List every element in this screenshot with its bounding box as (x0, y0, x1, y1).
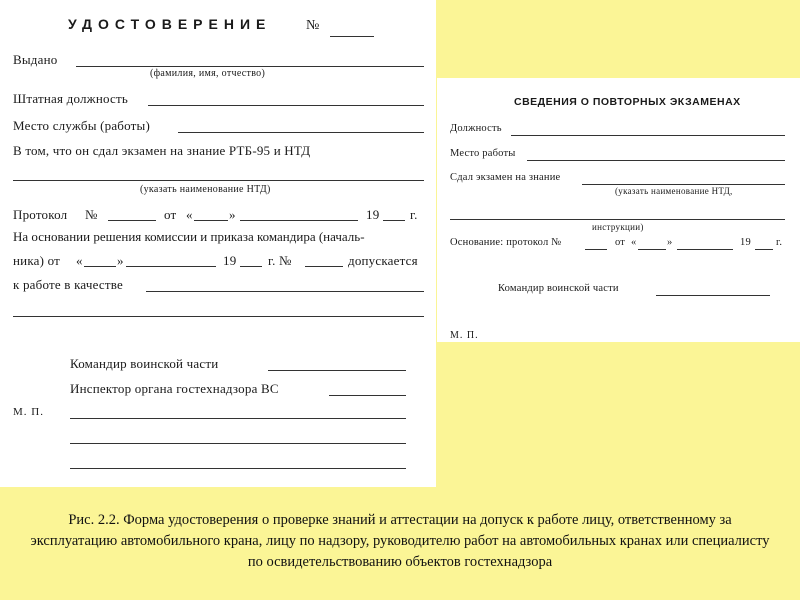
right-workplace-label: Место работы (450, 148, 516, 159)
work-as-blank-2 (13, 316, 424, 317)
right-year-19: 19 (740, 237, 751, 248)
order-year-blank (240, 266, 262, 267)
right-ntd-hint: (указать наименование НТД, (615, 186, 733, 196)
commander-label: Командир воинской части (70, 356, 219, 371)
right-commander-signature-blank (656, 295, 770, 296)
protocol-number-sign: № (85, 207, 98, 222)
order-month-blank (126, 266, 216, 267)
repeat-exams-form (437, 78, 800, 342)
admitted-label: допускается (348, 253, 418, 268)
issued-to-blank (76, 66, 424, 67)
right-year-g: г. (776, 237, 783, 248)
ntd-hint: (указать наименование НТД) (140, 184, 271, 195)
work-as-label: к работе в качестве (13, 277, 123, 292)
workplace-label: Место службы (работы) (13, 118, 150, 133)
ntd-blank (13, 180, 424, 181)
right-quote-close: » (667, 237, 673, 248)
right-commander-label: Командир воинской части (498, 283, 619, 294)
blank-line-1 (70, 418, 406, 419)
work-as-blank (146, 291, 424, 292)
protocol-day-blank (194, 220, 228, 221)
year-g: г. (410, 207, 418, 222)
right-position-label: Должность (450, 123, 502, 134)
right-exam-blank (582, 184, 785, 185)
right-exam-label: Сдал экзамен на знание (450, 172, 561, 183)
right-quote-open: « (631, 237, 637, 248)
number-sign: № (306, 18, 320, 33)
right-day-blank (638, 249, 666, 250)
quote-open-2: « (76, 253, 83, 268)
right-month-blank (677, 249, 733, 250)
inspector-signature-blank (329, 395, 406, 396)
exam-line: В том, что он сдал экзамен на знание РТБ-95 и НТД (13, 143, 311, 158)
number-blank (330, 36, 374, 37)
right-ntd-blank (450, 219, 785, 220)
quote-close-2: » (117, 253, 124, 268)
form-title: УДОСТОВЕРЕНИЕ (68, 16, 272, 32)
certificate-form (0, 0, 436, 487)
basis-line-1: На основании решения комиссии и приказа командира (началь- (13, 229, 365, 244)
blank-line-2 (70, 443, 406, 444)
protocol-number-blank (108, 220, 156, 221)
right-basis-label: Основание: протокол № (450, 237, 562, 248)
protocol-month-blank (240, 220, 358, 221)
protocol-year-blank (383, 220, 405, 221)
right-stamp-place-label: М. П. (450, 330, 479, 341)
inspector-label: Инспектор органа гостехнадзора ВС (70, 381, 279, 396)
order-day-blank (84, 266, 116, 267)
basis-line-2: ника) от (13, 253, 60, 268)
protocol-label: Протокол (13, 207, 68, 222)
quote-open: « (186, 207, 193, 222)
year-19-2: 19 (223, 253, 237, 268)
position-label: Штатная должность (13, 91, 128, 106)
right-protocol-from: от (615, 237, 626, 248)
commander-signature-blank (268, 370, 406, 371)
name-hint: (фамилия, имя, отчество) (150, 68, 266, 79)
figure-caption: Рис. 2.2. Форма удостоверения о проверке знаний и аттестации на допуск к работе лицу, ответственному за эксплуатацию автомобильного крана, лицу по надзору, руководителю работ на автомобильных кранах или специалисту по освидетельствованию объектов гостехнадзора (30, 512, 770, 570)
blank-line-3 (70, 468, 406, 469)
right-position-blank (511, 135, 785, 136)
year-19: 19 (366, 207, 380, 222)
order-number-blank (305, 266, 343, 267)
right-form-title: СВЕДЕНИЯ О ПОВТОРНЫХ ЭКЗАМЕНАХ (514, 96, 741, 108)
workplace-blank (178, 132, 424, 133)
order-number-label: г. № (268, 253, 292, 268)
position-blank (148, 105, 424, 106)
right-year-blank (755, 249, 773, 250)
right-instr-hint: инструкции) (592, 222, 644, 232)
right-protocol-number-blank (585, 249, 607, 250)
stamp-place-label: М. П. (13, 406, 44, 418)
issued-to-label: Выдано (13, 52, 58, 67)
right-workplace-blank (527, 160, 785, 161)
protocol-from: от (164, 207, 177, 222)
quote-close: » (229, 207, 236, 222)
